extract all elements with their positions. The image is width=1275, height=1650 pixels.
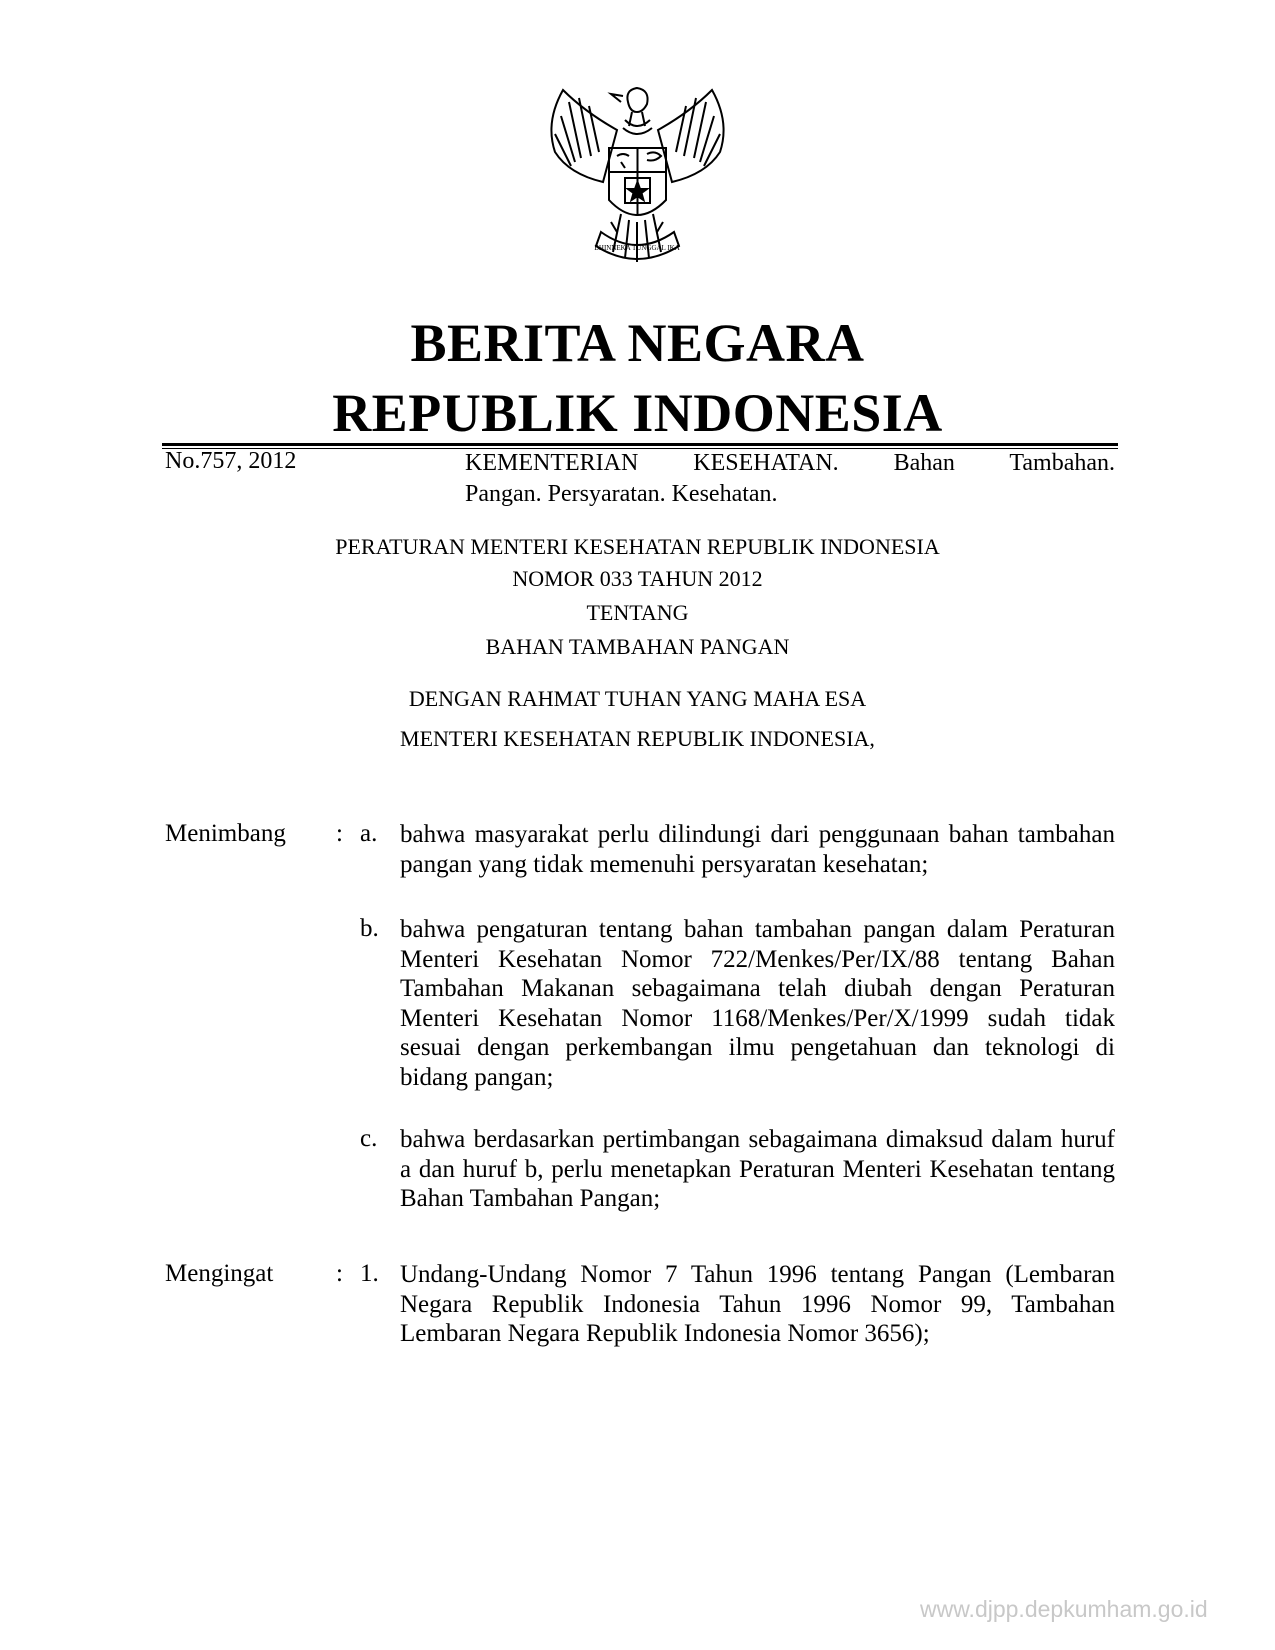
menimbang-marker-b: b. bbox=[360, 915, 379, 942]
masthead-title-line2: REPUBLIK INDONESIA bbox=[332, 383, 943, 443]
watermark-url: www.djpp.depkumham.go.id bbox=[920, 1596, 1208, 1622]
gazette-number: No.757, 2012 bbox=[165, 448, 297, 474]
garuda-emblem-icon bbox=[525, 82, 750, 282]
regulation-tentang: TENTANG bbox=[586, 600, 689, 625]
regulation-number: NOMOR 033 TAHUN 2012 bbox=[512, 566, 763, 591]
mengingat-marker-1: 1. bbox=[360, 1260, 379, 1287]
menimbang-marker-c: c. bbox=[360, 1125, 378, 1152]
menimbang-label: Menimbang bbox=[165, 820, 286, 847]
preamble-line1: DENGAN RAHMAT TUHAN YANG MAHA ESA bbox=[408, 686, 867, 711]
mengingat-label: Mengingat bbox=[165, 1260, 274, 1287]
mengingat-colon: : bbox=[336, 1260, 343, 1287]
masthead-title-line1: BERITA NEGARA bbox=[410, 313, 865, 373]
regulation-title: PERATURAN MENTERI KESEHATAN REPUBLIK INDONESIA bbox=[335, 534, 940, 559]
gazette-summary-line1: KEMENTERIAN KESEHATAN. Bahan Tambahan. bbox=[465, 450, 1115, 476]
menimbang-marker-a: a. bbox=[360, 820, 378, 847]
preamble-line2: MENTERI KESEHATAN REPUBLIK INDONESIA, bbox=[400, 726, 875, 751]
masthead-rule bbox=[162, 443, 1118, 446]
menimbang-colon: : bbox=[336, 820, 343, 847]
gazette-summary-line2: Pangan. Persyaratan. Kesehatan. bbox=[465, 481, 778, 507]
menimbang-item-b: bahwa pengaturan tentang bahan tambahan pangan dalam Peraturan Menteri Kesehatan Nomor 722/Menkes/Per/IX/88 tentang Bahan Tambahan Makanan sebagaimana telah diubah dengan Peraturan Menteri Kesehatan Nomor 1168/Menkes/Per/X/1999 sudah tidak sesuai dengan perkembangan ilmu pengetahuan dan teknologi di bidang pangan; bbox=[400, 916, 1115, 1091]
mengingat-item-1: Undang-Undang Nomor 7 Tahun 1996 tentang Pangan (Lembaran Negara Republik Indonesia Tahun 1996 Nomor 99, Tambahan Lembaran Negara Republik Indonesia Nomor 3656); bbox=[400, 1261, 1115, 1347]
regulation-subject: BAHAN TAMBAHAN PANGAN bbox=[485, 634, 790, 659]
emblem-motto: BHINNEKA TUNGGAL IKA bbox=[594, 244, 680, 252]
menimbang-item-a: bahwa masyarakat perlu dilindungi dari penggunaan bahan tambahan pangan yang tidak memenuhi persyaratan kesehatan; bbox=[400, 821, 1115, 878]
menimbang-item-c: bahwa berdasarkan pertimbangan sebagaimana dimaksud dalam huruf a dan huruf b, perlu menetapkan Peraturan Menteri Kesehatan tentang Bahan Tambahan Pangan; bbox=[400, 1126, 1115, 1212]
